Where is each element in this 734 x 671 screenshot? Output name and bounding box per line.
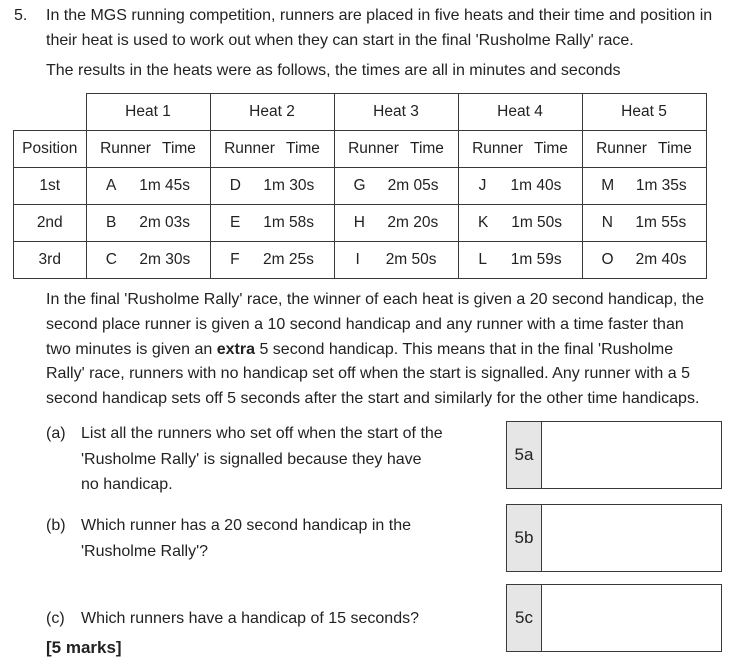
runner-header: Runner <box>472 140 523 157</box>
runner-cell: K <box>477 214 489 231</box>
part-b-question <box>46 513 411 564</box>
runner-header: Runner <box>224 140 275 157</box>
result-cell <box>582 242 706 279</box>
heat-header-row <box>14 94 707 131</box>
runner-cell: C <box>105 251 117 268</box>
results-table <box>13 93 707 279</box>
table-row <box>14 168 707 205</box>
result-cell <box>582 205 706 242</box>
result-cell <box>334 168 458 205</box>
table-row <box>14 205 707 242</box>
time-cell: 1m 55s <box>635 214 687 231</box>
question-number: 5. <box>14 7 28 24</box>
result-cell <box>86 242 210 279</box>
handicap-description <box>46 288 704 412</box>
runner-time-header <box>334 131 458 168</box>
time-header: Time <box>410 140 444 157</box>
part-text: no handicap. <box>81 476 173 493</box>
time-cell: 2m 25s <box>262 251 314 268</box>
answer-input-area[interactable] <box>542 585 721 651</box>
part-label: (a) <box>46 425 66 442</box>
result-cell <box>334 205 458 242</box>
runner-header: Runner <box>596 140 647 157</box>
result-cell <box>210 168 334 205</box>
time-header: Time <box>658 140 692 157</box>
description-line: In the final 'Rusholme Rally' race, the winner of each heat is given a 20 second handicap, the <box>46 291 705 308</box>
heat-header: Heat 4 <box>458 94 582 131</box>
runner-cell: D <box>229 177 241 194</box>
position-cell: 2nd <box>14 205 87 242</box>
table-row <box>14 242 707 279</box>
runner-time-header <box>582 131 706 168</box>
answer-input-area[interactable] <box>542 505 721 571</box>
runner-header: Runner <box>348 140 399 157</box>
heat-header: Heat 3 <box>334 94 458 131</box>
heat-header: Heat 1 <box>86 94 210 131</box>
time-header: Time <box>162 140 196 157</box>
result-cell <box>86 168 210 205</box>
result-cell <box>210 242 334 279</box>
description-line: second place runner is given a 10 second handicap and any runner with a time faster than <box>46 315 684 333</box>
description-line <box>46 338 704 363</box>
time-cell: 2m 20s <box>387 214 439 231</box>
question-intro <box>46 4 712 84</box>
runner-cell: M <box>601 177 615 194</box>
position-cell: 3rd <box>14 242 87 279</box>
time-cell: 1m 50s <box>511 214 563 231</box>
time-cell: 2m 03s <box>139 214 191 231</box>
position-cell: 1st <box>14 168 87 205</box>
runner-cell: G <box>353 177 366 194</box>
description-text: 5 second handicap. This means that in the final 'Rusholme <box>255 340 674 358</box>
runner-cell: H <box>353 214 365 231</box>
part-text: 'Rusholme Rally' is signalled because they have <box>81 450 422 468</box>
answer-box-label: 5c <box>507 585 542 651</box>
runner-cell: A <box>105 177 117 194</box>
part-text: 'Rusholme Rally'? <box>81 542 209 560</box>
time-header: Time <box>286 140 320 157</box>
runner-cell: N <box>601 214 613 231</box>
runner-header: Runner <box>100 140 151 157</box>
answer-box-label: 5a <box>507 422 542 488</box>
runner-cell: L <box>478 251 487 268</box>
time-cell: 2m 05s <box>387 177 439 194</box>
intro-line: In the MGS running competition, runners are placed in five heats and their time and position in <box>46 7 713 24</box>
result-cell <box>582 168 706 205</box>
time-cell: 1m 30s <box>263 177 315 194</box>
time-cell: 1m 40s <box>510 177 562 194</box>
column-header-row <box>14 131 707 168</box>
runner-cell: J <box>478 177 487 194</box>
runner-cell: B <box>105 214 117 231</box>
answer-input-area[interactable] <box>542 422 721 488</box>
emphasis-extra: extra <box>216 340 255 358</box>
runner-time-header <box>458 131 582 168</box>
result-cell <box>458 242 582 279</box>
time-cell: 2m 30s <box>139 251 191 268</box>
time-cell: 1m 45s <box>139 177 191 194</box>
result-cell <box>458 168 582 205</box>
time-cell: 1m 35s <box>635 177 687 194</box>
intro-line: their heat is used to work out when they can start in the final 'Rusholme Rally' race. <box>46 31 634 49</box>
part-text: Which runners have a handicap of 15 seconds? <box>81 610 419 627</box>
runner-time-header <box>210 131 334 168</box>
answer-box-label: 5b <box>507 505 542 571</box>
result-cell <box>210 205 334 242</box>
runner-cell: I <box>355 251 360 268</box>
position-header: Position <box>14 131 87 168</box>
result-cell <box>86 205 210 242</box>
time-cell: 2m 40s <box>635 251 687 268</box>
part-text: Which runner has a 20 second handicap in the <box>81 517 411 534</box>
description-line: second handicap sets off 5 seconds after the start and similarly for the other time handicaps. <box>46 390 700 408</box>
heat-header: Heat 2 <box>210 94 334 131</box>
time-cell: 1m 58s <box>263 214 315 231</box>
runner-time-header <box>86 131 210 168</box>
time-cell: 2m 50s <box>385 251 437 268</box>
answer-box-5b[interactable] <box>506 504 722 572</box>
part-label: (c) <box>46 610 65 627</box>
result-cell <box>334 242 458 279</box>
part-text: List all the runners who set off when the start of the <box>81 425 443 442</box>
description-text: two minutes is given an <box>46 340 217 358</box>
blank-corner-cell <box>14 94 87 131</box>
runner-cell: O <box>601 251 614 268</box>
runner-cell: E <box>229 214 241 231</box>
marks-label: [5 marks] <box>46 638 122 657</box>
intro-line: The results in the heats were as follows, the times are all in minutes and seconds <box>46 62 621 80</box>
answer-box-5c[interactable] <box>506 584 722 652</box>
answer-box-5a[interactable] <box>506 421 722 489</box>
time-cell: 1m 59s <box>510 251 562 268</box>
heat-header: Heat 5 <box>582 94 706 131</box>
runner-cell: F <box>230 251 240 268</box>
result-cell <box>458 205 582 242</box>
time-header: Time <box>534 140 568 157</box>
part-c-question <box>46 607 419 632</box>
part-label: (b) <box>46 517 66 534</box>
description-line: Rally' race, runners with no handicap set off when the start is signalled. Any runner with a 5 <box>46 365 690 383</box>
part-a-question <box>46 421 443 498</box>
